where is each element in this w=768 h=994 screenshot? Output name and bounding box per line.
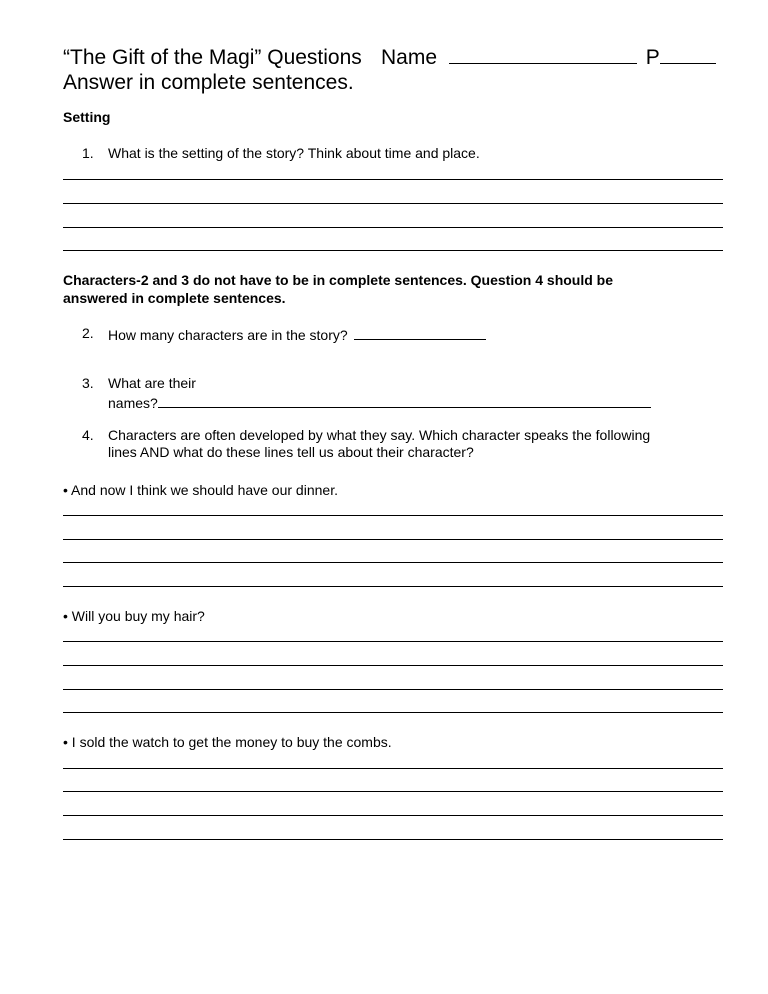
period-label: P (645, 46, 660, 69)
answer-line[interactable] (63, 562, 723, 563)
question-4-line2: lines AND what do these lines tell us about their character? (108, 444, 474, 460)
answer-line[interactable] (63, 768, 723, 769)
question-number-1: 1. (82, 145, 94, 161)
answer-line[interactable] (63, 179, 723, 180)
question-3-text: names? (108, 395, 158, 411)
answer-line[interactable] (63, 791, 723, 792)
answer-line[interactable] (63, 227, 723, 228)
answer-line[interactable] (63, 250, 723, 251)
answer-line[interactable] (63, 689, 723, 690)
question-number-2: 2. (82, 325, 94, 341)
question-2-text: How many characters are in the story? (108, 327, 348, 343)
setting-heading: Setting (63, 109, 111, 125)
answer-line[interactable] (63, 712, 723, 713)
answer-line[interactable] (63, 515, 723, 516)
quote-1: • And now I think we should have our dinner. (63, 482, 338, 498)
worksheet-title: “The Gift of the Magi” Questions (63, 46, 362, 69)
question-2 (108, 325, 486, 344)
worksheet-instructions: Answer in complete sentences. (63, 71, 354, 94)
question-number-3: 3. (82, 375, 94, 391)
name-blank[interactable] (449, 49, 637, 64)
name-label: Name (381, 46, 438, 69)
answer-line[interactable] (63, 586, 723, 587)
name-field[interactable] (381, 44, 716, 71)
characters-heading-line1: Characters-2 and 3 do not have to be in complete sentences. Question 4 should be (63, 272, 614, 288)
answer-line[interactable] (63, 839, 723, 840)
quote-2: • Will you buy my hair? (63, 608, 205, 624)
character-names-blank[interactable] (158, 393, 651, 408)
answer-line[interactable] (63, 539, 723, 540)
characters-heading-line2: answered in complete sentences. (63, 290, 286, 306)
question-4-line1: Characters are often developed by what they say. Which character speaks the following (108, 427, 651, 443)
answer-line[interactable] (63, 665, 723, 666)
question-number-4: 4. (82, 427, 94, 443)
question-3-line1: What are their (108, 375, 196, 391)
answer-line[interactable] (63, 203, 723, 204)
character-count-blank[interactable] (354, 325, 486, 340)
period-blank[interactable] (660, 49, 716, 64)
question-3-line2 (108, 393, 651, 412)
quote-3: • I sold the watch to get the money to buy the combs. (63, 734, 392, 750)
question-1: What is the setting of the story? Think about time and place. (108, 145, 480, 161)
answer-line[interactable] (63, 641, 723, 642)
answer-line[interactable] (63, 815, 723, 816)
